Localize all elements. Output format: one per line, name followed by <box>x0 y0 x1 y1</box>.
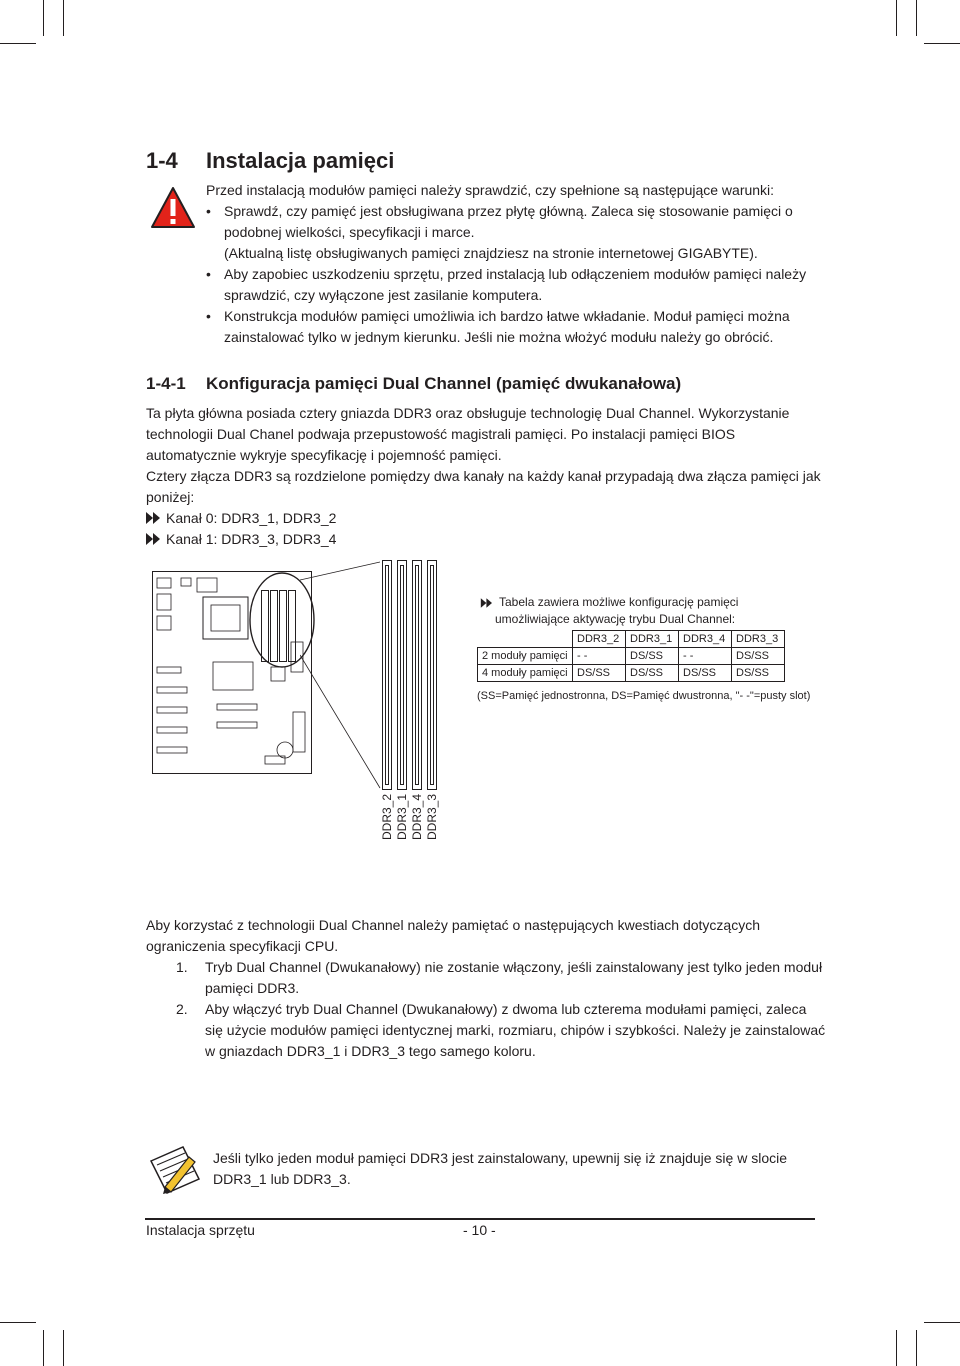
channel-0: Kanał 0: DDR3_1, DDR3_2 <box>146 510 336 526</box>
crop-mark <box>924 43 960 44</box>
body-text: Ta płyta główna posiada cztery gniazda DDR3 oraz obsługuje technologię Dual Channel. Wykorzystanie technologii Dual Chanel podwaja przepustowość magistrali pamięci. Po instalacji pamięci BIOS automatycznie wykryje specyfikację i pojemność pamięci. Cztery złącza DDR3 są rozdzielone pomiędzy dwa kanały na każdy kanał przypadają dwa złącza pamięci jak poniżej: <box>146 405 821 505</box>
table-header-row: DDR3_2 DDR3_1 DDR3_4 DDR3_3 <box>478 631 785 648</box>
footer-section-name: Instalacja sprzętu <box>146 1222 255 1238</box>
subsection-title: Konfiguracja pamięci Dual Channel (pamięć dwukanałowa) <box>206 374 682 393</box>
crop-mark <box>0 1322 36 1323</box>
double-arrow-icon <box>146 512 164 524</box>
crop-mark <box>916 1330 917 1366</box>
crop-mark <box>43 1330 44 1366</box>
dual-channel-table <box>477 630 785 682</box>
slot-label-ddr3-2: DDR3_2 <box>380 793 394 840</box>
dimm-slot-ddr3-4 <box>412 560 422 790</box>
slot-label-ddr3-1: DDR3_1 <box>395 793 409 840</box>
dimm-slot-ddr3-1 <box>397 560 407 790</box>
note-text: Jeśli tylko jeden moduł pamięci DDR3 jest zainstalowany, upewnij się iż znajduje się w slocie DDR3_1 lub DDR3_3. <box>213 1150 787 1187</box>
crop-mark <box>63 0 64 36</box>
channel-1: Kanał 1: DDR3_3, DDR3_4 <box>146 531 336 547</box>
crop-mark <box>924 1322 960 1323</box>
crop-mark <box>0 43 36 44</box>
warning-bullet: • Aby zapobiec uszkodzeniu sprzętu, przed instalacją lub odłączeniem modułów pamięci należy sprawdzić, czy wyłączone jest zasilanie komputera. <box>206 266 807 303</box>
warning-intro: Przed instalacją modułów pamięci należy sprawdzić, czy spełnione są następujące warunki: <box>206 182 775 198</box>
double-arrow-icon <box>481 598 495 608</box>
crop-mark <box>63 1330 64 1366</box>
crop-mark <box>896 0 897 36</box>
subsection-number: 1-4-1 <box>146 374 186 393</box>
restriction-item-2: 2. Aby włączyć tryb Dual Channel (Dwukanałowy) z dwoma lub czterema modułami pamięci, zaleca się użycie modułów pamięci identycznej marki, rozmiaru, chipów i szybkości. Należy je zainstalować w gniazdach DDR3_1 i DDR3_3 tego samego koloru. <box>176 1001 826 1059</box>
warning-block <box>206 180 816 348</box>
page-number: - 10 - <box>463 1222 496 1238</box>
dimm-slot-ddr3-3 <box>427 560 437 790</box>
section-number: 1-4 <box>146 148 178 173</box>
restriction-item-1: 1. Tryb Dual Channel (Dwukanałowy) nie zostanie włączony, jeśli zainstalowany jest tylko jeden moduł pamięci DDR3. <box>176 959 823 996</box>
slot-label-ddr3-3: DDR3_3 <box>425 793 439 840</box>
crop-mark <box>43 0 44 36</box>
double-arrow-icon <box>146 533 164 545</box>
crop-mark <box>916 0 917 36</box>
table-row: 2 moduły pamięci - - DS/SS - - DS/SS <box>478 648 785 665</box>
crop-mark <box>896 1330 897 1366</box>
warning-bullet: • Sprawdź, czy pamięć jest obsługiwana przez płytę główną. Zaleca się stosowanie pamięci o podobnej wielkości, specyfikacji i marce. (Aktualną listę obsługiwanych pamięci znajdziesz na stronie internetowej GIGABYTE). <box>206 203 793 261</box>
table-legend: (SS=Pamięć jednostronna, DS=Pamięć dwustronna, "- -"=pusty slot) <box>477 690 811 702</box>
dimm-slot-ddr3-2 <box>382 560 392 790</box>
pencil-note-icon <box>147 1143 203 1202</box>
slot-label-ddr3-4: DDR3_4 <box>410 793 424 840</box>
restrictions-intro: Aby korzystać z technologii Dual Channel należy pamiętać o następujących kwestiach dotyczących ograniczenia specyfikacji CPU. <box>146 917 760 954</box>
warning-bullet: • Konstrukcja modułów pamięci umożliwia ich bardzo łatwe wkładanie. Moduł pamięci można zainstalować tylko w jednym kierunku. Jeśli nie można włożyć modułu należy go obrócić. <box>206 308 790 345</box>
warning-triangle-icon <box>150 185 196 236</box>
table-caption: Tabela zawiera możliwe konfigurację pamięci umożliwiające aktywację trybu Dual Channel: <box>479 594 738 628</box>
footer-rule <box>145 1218 815 1220</box>
table-row: 4 moduły pamięci DS/SS DS/SS DS/SS DS/SS <box>478 665 785 682</box>
section-title: Instalacja pamięci <box>206 148 395 173</box>
